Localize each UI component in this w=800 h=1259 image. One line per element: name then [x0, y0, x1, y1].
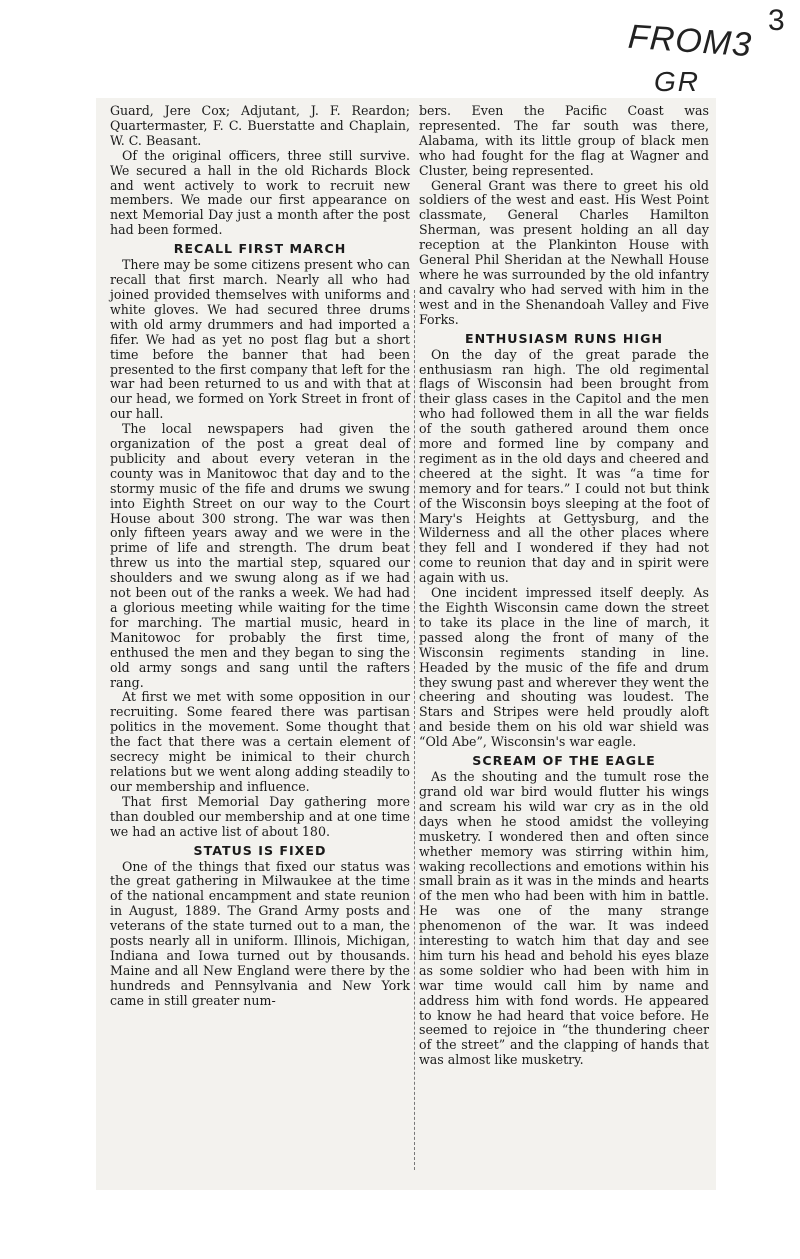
section-heading: ENTHUSIASM RUNS HIGH: [464, 330, 663, 346]
handwritten-page-number: 3: [768, 4, 785, 37]
paragraph: At first we met with some opposition in our recruiting. Some feared there was partisan politics in the movement. Some thought that the fact that there was a certain element of secrecy might be inimical to their church relations but we went along adding steadily to our membership and influence.: [110, 689, 410, 794]
handwritten-mark: FROM3: [626, 17, 754, 65]
paragraph: The local newspapers had given the organization of the post a great deal of publicity and about every veteran in the county was in Manitowoc that day and to the stormy music of the fife and drums we swung into Eighth Street on our way to the Court House about 300 strong. The war was then only fifteen years away and we were in the prime of life and strength. The drum beat threw us into the martial step, squared our shoulders and we swung along as if we had not been out of the ranks a week. We had had a glorious meeting while waiting for the time for marching. The martial music, heard in Manitowoc for probably the first time, enthused the men and they began to sing the old army songs and sang until the rafters rang.: [110, 421, 410, 690]
paragraph: As the shouting and the tumult rose the grand old war bird would flutter his wings and scream his wild war cry as in the old days when he stood amidst the volleying musketry. I wondered then and often since whether memory was stirring within him, waking recollections and emotions within his small brain as it was in the minds and hearts of the men who had been with him in battle. He was one of the many strange phenomenon of the war. It was indeed interesting to watch him that day and see him turn his head and behold his eyes blaze as some soldier who had been with him in war time would call him by name and address him with fond words. He appeared to know he had heard that voice before. He seemed to rejoice in “the thundering cheer of the street” and the clapping of hands that was almost like musketry.: [419, 769, 709, 1068]
paragraph: One incident impressed itself deeply. As the Eighth Wisconsin came down the street to take its place in the line of march, it passed along the front of many of the Wisconsin regiments standing in line. Headed by the music of the fife and drum they swung past and wherever they went the cheering and shouting was loudest. The Stars and Stripes were held proudly aloft and beside them on his old war shield was “Old Abe”, Wisconsin's war eagle.: [419, 585, 709, 750]
section-heading: RECALL FIRST MARCH: [173, 241, 347, 257]
column-divider: [414, 290, 415, 1170]
left-column: [110, 104, 410, 1009]
section-heading: SCREAM OF THE EAGLE: [472, 753, 656, 769]
handwritten-initials: GR: [654, 66, 700, 97]
paragraph: General Grant was there to greet his old soldiers of the west and east. His West Point classmate, General Charles Hamilton Sherman, was present holding an all day reception at the Plankinton House with General Phil Sheridan at the Newhall House where he was surrounded by the old infantry and cavalry who had served with him in the west and in the Shenandoah Valley and Five Forks.: [419, 177, 709, 327]
right-column: [419, 104, 709, 1068]
paragraph: That first Memorial Day gathering more than doubled our membership and at one time we had an active list of about 180.: [110, 793, 410, 839]
paragraph: Of the original officers, three still survive. We secured a hall in the old Richards Block and went actively to work to recruit new members. We made our first appearance on next Memorial Day just a month after the post had been formed.: [110, 147, 410, 238]
paragraph: There may be some citizens present who can recall that first march. Nearly all who had joined provided themselves with uniforms and white gloves. We had secured three drums with old army drummers and had imported a fifer. We had as yet no post flag but a short time before the banner that had been presented to the first company that left for the war had been returned to us and with that at our head, we formed on York Street in front of our hall.: [110, 257, 410, 422]
paragraph: On the day of the great parade the enthusiasm ran high. The old regimental flags of Wisconsin had been brought from their glass cases in the Capitol and the men who had followed them in all the war fields of the south gathered around them once more and formed line by company and regiment as in the old days and cheered and cheered at the sight. It was “a time for memory and for tears.” I could not but think of the Wisconsin boys sleeping at the foot of Mary's Heights at Gettysburg, and the Wilderness and all the other places where they fell and I wondered if they had not come to reunion that day and in spirit were again with us.: [419, 346, 709, 586]
paragraph: Guard, Jere Cox; Adjutant, J. F. Reardon; Quartermaster, F. C. Buerstatte and Chaplain, W. C. Beasant.: [110, 103, 410, 148]
paragraph: bers. Even the Pacific Coast was represented. The far south was there, Alabama, with its little group of black men who had fought for the flag at Wagner and Cluster, being represented.: [419, 103, 709, 178]
section-heading: STATUS IS FIXED: [193, 842, 327, 858]
paragraph: One of the things that fixed our status was the great gathering in Milwaukee at the time of the national encampment and state reunion in August, 1889. The Grand Army posts and veterans of the state turned out to a man, the posts nearly all in uniform. Illinois, Michigan, Indiana and Iowa turned out by thousands. Maine and all New England were there by the hundreds and Pennsylvania and New York came in still greater num-: [110, 858, 410, 1008]
